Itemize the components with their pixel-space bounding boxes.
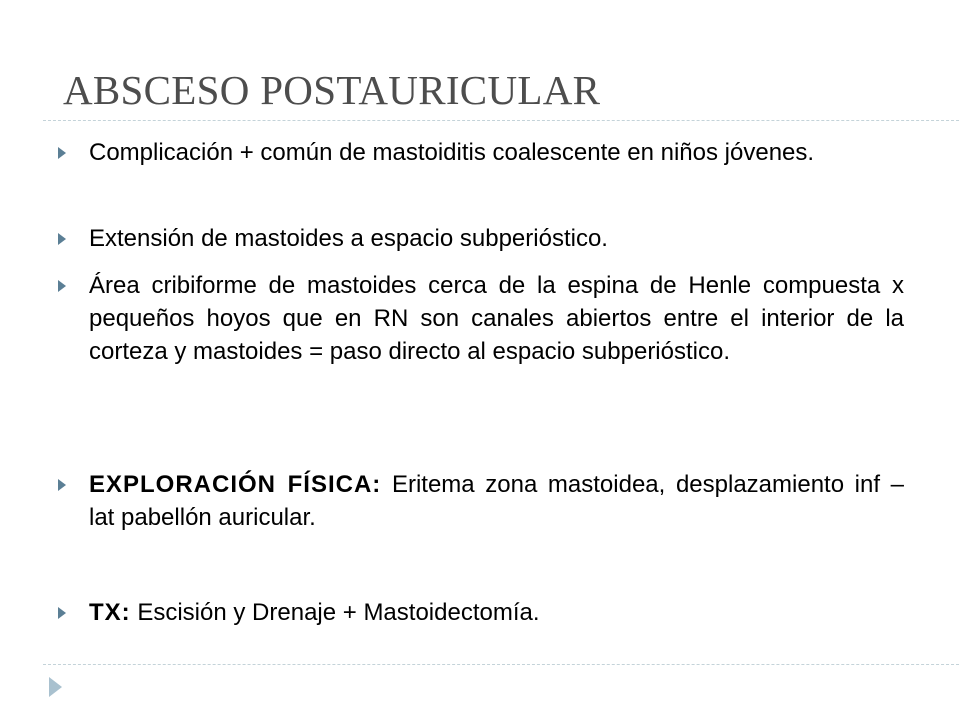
slide-title: ABSCESO POSTAURICULAR: [63, 67, 601, 113]
bullet-body: Extensión de mastoides a espacio subperióstico.: [89, 225, 608, 252]
bullet-body: Eritema zona mastoidea, desplazamiento inf – lat pabellón auricular.: [89, 471, 905, 531]
triangle-bullet-icon: [58, 280, 66, 292]
bullet-text: [89, 269, 904, 368]
triangle-bullet-icon: [58, 479, 66, 491]
title-divider: [43, 120, 960, 121]
bullet-label: TX:: [89, 599, 131, 626]
footer-divider: [43, 664, 960, 665]
bullet-text: [89, 596, 904, 629]
triangle-bullet-icon: [58, 607, 66, 619]
bullet-text: [89, 136, 904, 169]
bullet-body: Escisión y Drenaje + Mastoidectomía.: [130, 599, 540, 626]
bullet-text: [89, 222, 904, 255]
triangle-bullet-icon: [58, 233, 66, 245]
bullet-label: EXPLORACIÓN FÍSICA:: [89, 471, 382, 498]
bullet-text: [89, 468, 904, 534]
triangle-corner-icon: [49, 677, 62, 697]
bullet-body: Área cribiforme de mastoides cerca de la espina de Henle compuesta x pequeños hoyos que en RN son canales abiertos entre el interior de la corteza y mastoides = paso directo al espacio subperióstico.: [89, 272, 904, 365]
bullet-body: Complicación + común de mastoiditis coalescente en niños jóvenes.: [89, 139, 815, 166]
triangle-bullet-icon: [58, 147, 66, 159]
